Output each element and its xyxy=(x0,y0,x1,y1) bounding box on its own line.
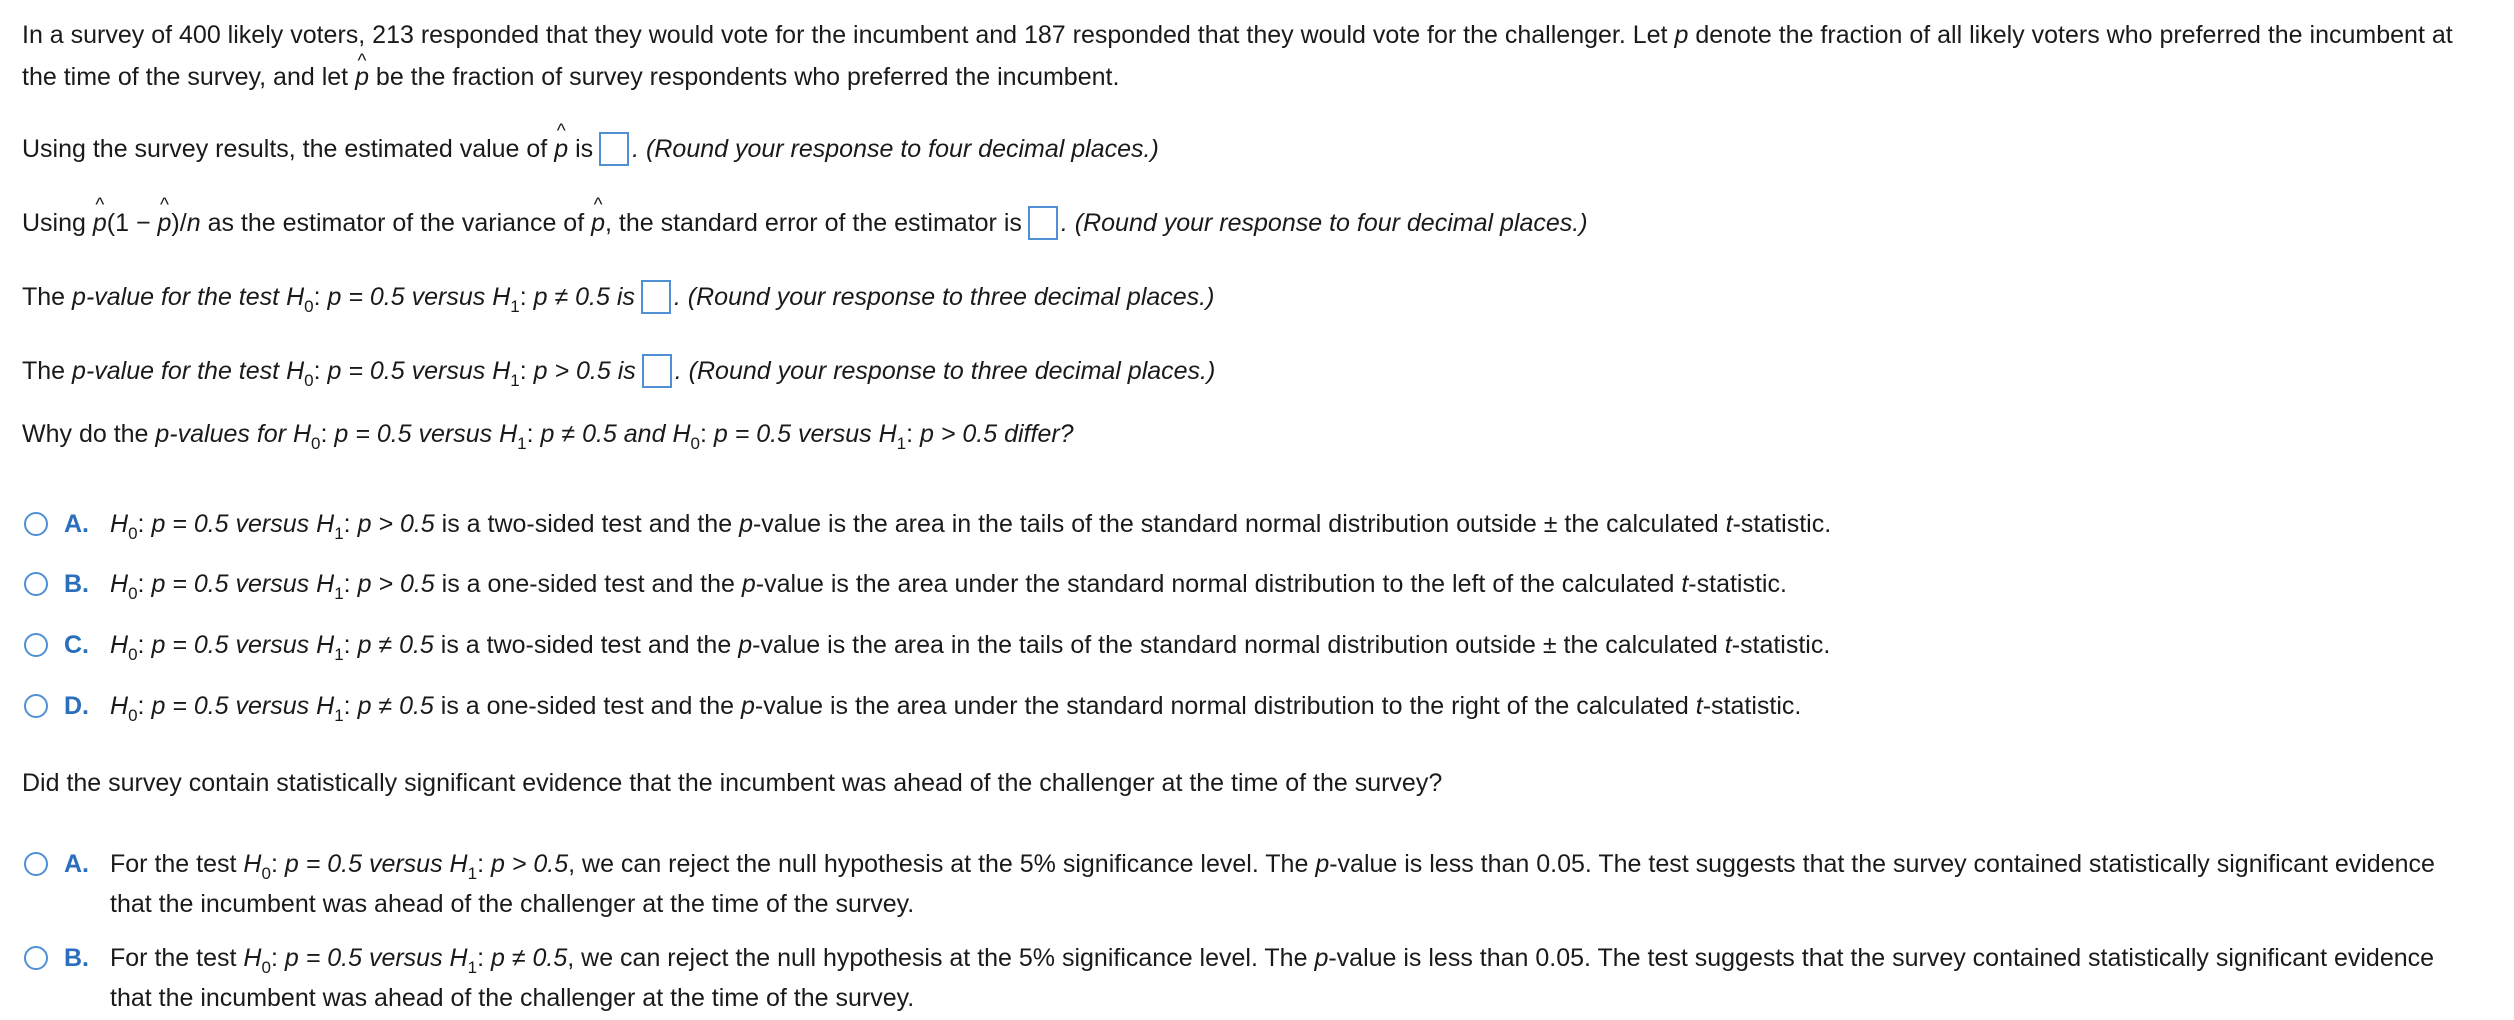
question-pvalue-two-sided xyxy=(22,280,1214,314)
option-desc: , we can reject the null hypothesis at the 5% significance level. The xyxy=(568,850,1309,878)
h0-subscript: 0 xyxy=(311,434,321,453)
option-alt: p > 0.5 xyxy=(490,850,569,878)
intro-text-end: be the fraction of survey respondents who preferred the incumbent. xyxy=(375,63,1120,91)
colon: : xyxy=(313,357,321,385)
intro-text-line2: incumbent at the time of the survey, and let xyxy=(22,21,2453,91)
option-null: p = 0.5 versus xyxy=(151,570,310,598)
h0-symbol: H xyxy=(286,283,305,311)
p-hat-symbol: ^ p xyxy=(554,137,568,162)
q3-text: The xyxy=(22,283,66,311)
h1-subscript: 1 xyxy=(334,524,344,543)
colon: : xyxy=(477,850,485,878)
intro-text: In a survey of 400 likely voters, 213 responded that they would vote for the incumbent and 187 responded that they would vote for the challenger. Let xyxy=(22,21,1668,49)
problem-intro xyxy=(22,14,2462,98)
colon: : xyxy=(906,420,914,448)
h0-subscript: 0 xyxy=(261,864,271,883)
h0-symbol: H xyxy=(110,692,129,720)
radio-button[interactable] xyxy=(24,512,48,536)
option-text xyxy=(110,510,1832,543)
q2-var-open: (1 − xyxy=(106,209,158,237)
colon: : xyxy=(313,283,321,311)
p-symbol: p xyxy=(741,692,755,720)
option-desc: is a two-sided test and the xyxy=(440,631,732,659)
option-desc: is a one-sided test and the xyxy=(440,692,735,720)
h1-symbol: H xyxy=(316,692,335,720)
colon: : xyxy=(137,692,145,720)
q3-alt: p ≠ 0.5 is xyxy=(533,283,635,311)
std-error-answer-box[interactable] xyxy=(1028,206,1058,240)
colon: : xyxy=(270,944,278,972)
option-letter: C. xyxy=(64,631,89,659)
p-symbol: p xyxy=(739,510,753,538)
option-text xyxy=(110,692,1802,725)
h1-symbol: H xyxy=(449,944,468,972)
colon: : xyxy=(343,510,351,538)
option-desc: is a two-sided test and the xyxy=(441,510,733,538)
option-alt: p ≠ 0.5 xyxy=(490,944,568,972)
h0-subscript: 0 xyxy=(128,584,138,603)
colon: : xyxy=(137,510,145,538)
p-symbol: p xyxy=(1315,850,1330,878)
h1-symbol: H xyxy=(316,631,335,659)
q1-is: is xyxy=(575,135,594,163)
h1-symbol: H xyxy=(316,510,335,538)
q5-alt-2: p > 0.5 differ? xyxy=(920,420,1074,448)
t-symbol: t xyxy=(1695,692,1703,720)
q2-hint: . (Round your response to four decimal places.) xyxy=(1060,209,1588,237)
option-null: p = 0.5 versus xyxy=(151,631,310,659)
option-desc-end: -statistic. xyxy=(1732,510,1832,538)
q2-text-mid: as the estimator of the variance of xyxy=(207,209,585,237)
q4-alt: p > 0.5 is xyxy=(533,357,636,385)
option-desc-end: -statistic. xyxy=(1731,631,1831,659)
option-null: p = 0.5 versus xyxy=(151,510,310,538)
q4-pvalue-text: p-value for the test xyxy=(72,357,280,385)
option-alt: p > 0.5 xyxy=(357,510,435,538)
q2-var-close: )/ xyxy=(171,209,187,237)
p-symbol: p xyxy=(1674,21,1689,49)
option-desc-rest: -value is the area under the standard normal distribution to the right of the calculated xyxy=(754,692,1689,720)
q4-text: The xyxy=(22,357,66,385)
q2-text: Using xyxy=(22,209,86,237)
h0-symbol: H xyxy=(243,944,262,972)
h0-symbol: H xyxy=(110,510,129,538)
radio-button[interactable] xyxy=(24,694,48,718)
q4-null: p = 0.5 versus xyxy=(327,357,486,385)
h1-symbol: H xyxy=(878,420,897,448)
p-hat-symbol: ^ p xyxy=(158,211,172,236)
colon: : xyxy=(343,631,351,659)
p-symbol: p xyxy=(738,631,753,659)
phat-answer-box[interactable] xyxy=(599,132,629,166)
colon: : xyxy=(519,357,527,385)
h1-subscript: 1 xyxy=(896,434,907,453)
option-text xyxy=(110,938,2470,1018)
option-null: p = 0.5 versus xyxy=(151,692,310,720)
h1-symbol: H xyxy=(449,850,468,878)
n-symbol: n xyxy=(186,209,201,237)
h0-subscript: 0 xyxy=(304,297,314,316)
option-text xyxy=(110,844,2470,924)
option-desc-rest: -value is the area in the tails of the standard normal distribution outside ± the calculated xyxy=(752,510,1719,538)
colon: : xyxy=(526,420,534,448)
h1-subscript: 1 xyxy=(334,645,344,664)
question-phat xyxy=(22,132,1159,166)
p-hat-symbol: ^ p xyxy=(355,56,369,98)
h0-symbol: H xyxy=(243,850,262,878)
t-symbol: t xyxy=(1681,570,1689,598)
option-desc: , we can reject the null hypothesis at the 5% significance level. The xyxy=(567,944,1308,972)
option-desc-end: -statistic. xyxy=(1688,570,1787,598)
option-letter: A. xyxy=(64,850,89,878)
colon: : xyxy=(477,944,485,972)
h1-subscript: 1 xyxy=(510,371,520,390)
radio-button[interactable] xyxy=(24,572,48,596)
colon: : xyxy=(343,692,351,720)
h0-symbol: H xyxy=(110,570,129,598)
option-letter: D. xyxy=(64,692,89,720)
h1-symbol: H xyxy=(492,283,511,311)
q3-null: p = 0.5 versus xyxy=(327,283,486,311)
h1-symbol: H xyxy=(492,357,511,385)
h1-symbol: H xyxy=(316,570,335,598)
option-letter: B. xyxy=(64,944,89,972)
q1-text: Using the survey results, the estimated value of xyxy=(22,135,548,163)
q5-pvalues-text: p-values for xyxy=(155,420,287,448)
h1-subscript: 1 xyxy=(510,297,520,316)
p-symbol: p xyxy=(741,570,756,598)
q2-text-after: , the standard error of the estimator is xyxy=(605,209,1022,237)
question-pvalue-one-sided xyxy=(22,354,1215,388)
h0-subscript: 0 xyxy=(304,371,314,390)
h0-subscript: 0 xyxy=(261,958,271,977)
option-alt: p ≠ 0.5 xyxy=(357,692,434,720)
q3-hint: . (Round your response to three decimal places.) xyxy=(673,283,1215,311)
h0-subscript: 0 xyxy=(128,524,138,543)
q5-null-1: p = 0.5 versus xyxy=(334,420,493,448)
t-symbol: t xyxy=(1724,631,1732,659)
option-intro: For the test xyxy=(110,944,237,972)
q1-hint: . (Round your response to four decimal places.) xyxy=(632,135,1159,163)
option-alt: p > 0.5 xyxy=(357,570,435,598)
colon: : xyxy=(699,420,707,448)
intro-text-cont: denote the fraction of all likely voters who preferred the xyxy=(1695,21,2303,49)
question-std-error xyxy=(22,206,1588,240)
colon: : xyxy=(137,631,145,659)
colon: : xyxy=(343,570,351,598)
q4-hint: . (Round your response to three decimal places.) xyxy=(674,357,1216,385)
option-desc-rest: -value is the area under the standard normal distribution to the left of the calculated xyxy=(755,570,1675,598)
p-hat-symbol: ^ p xyxy=(93,211,107,236)
option-alt: p ≠ 0.5 xyxy=(357,631,434,659)
q6-text: Did the survey contain statistically significant evidence that the incumbent was ahead of the challenger at the time of the survey? xyxy=(22,769,1443,797)
q3-pvalue-text: p-value for the test xyxy=(72,283,280,311)
h1-subscript: 1 xyxy=(517,434,527,453)
option-desc-rest: -value is less than 0.05. The test suggests that the survey contained statistically significant evidence that the incumbent was ahead of the challenger at the time of the survey. xyxy=(110,944,2435,1012)
option-text xyxy=(110,631,1831,664)
h0-symbol: H xyxy=(672,420,691,448)
pvalue-two-sided-answer-box[interactable] xyxy=(641,280,671,314)
h1-symbol: H xyxy=(499,420,518,448)
option-letter: A. xyxy=(64,510,89,538)
colon: : xyxy=(137,570,145,598)
p-symbol: p xyxy=(1314,944,1329,972)
option-desc: is a one-sided test and the xyxy=(441,570,735,598)
question-significance xyxy=(22,771,1442,796)
h0-symbol: H xyxy=(292,420,312,448)
option-null: p = 0.5 versus xyxy=(284,944,443,972)
colon: : xyxy=(519,283,527,311)
option-letter: B. xyxy=(64,570,89,598)
h1-subscript: 1 xyxy=(467,958,478,977)
h1-subscript: 1 xyxy=(334,584,344,603)
option-desc-end: -statistic. xyxy=(1702,692,1802,720)
h1-subscript: 1 xyxy=(334,706,344,725)
colon: : xyxy=(320,420,328,448)
radio-button[interactable] xyxy=(24,946,48,970)
option-null: p = 0.5 versus xyxy=(284,850,443,878)
option-desc-rest: -value is the area in the tails of the standard normal distribution outside ± the calculated xyxy=(752,631,1718,659)
h1-subscript: 1 xyxy=(467,864,478,883)
colon: : xyxy=(270,850,278,878)
option-intro: For the test xyxy=(110,850,237,878)
pvalue-one-sided-answer-box[interactable] xyxy=(642,354,672,388)
q5-text: Why do the xyxy=(22,420,149,448)
q5-null-2: p = 0.5 versus xyxy=(713,420,872,448)
q5-alt-1: p ≠ 0.5 and xyxy=(540,420,666,448)
p-hat-symbol: ^ p xyxy=(591,211,605,236)
option-desc-rest: -value is less than 0.05. The test suggests that the survey contained statistically significant evidence that the incumbent was ahead of the challenger at the time of the survey. xyxy=(110,850,2435,918)
t-symbol: t xyxy=(1725,510,1733,538)
radio-button[interactable] xyxy=(24,852,48,876)
h0-symbol: H xyxy=(110,631,129,659)
h0-subscript: 0 xyxy=(128,706,138,725)
h0-subscript: 0 xyxy=(690,434,700,453)
radio-button[interactable] xyxy=(24,633,48,657)
question-why-differ xyxy=(22,420,1074,453)
h0-symbol: H xyxy=(286,357,305,385)
option-text xyxy=(110,570,1787,603)
h0-subscript: 0 xyxy=(128,645,138,664)
